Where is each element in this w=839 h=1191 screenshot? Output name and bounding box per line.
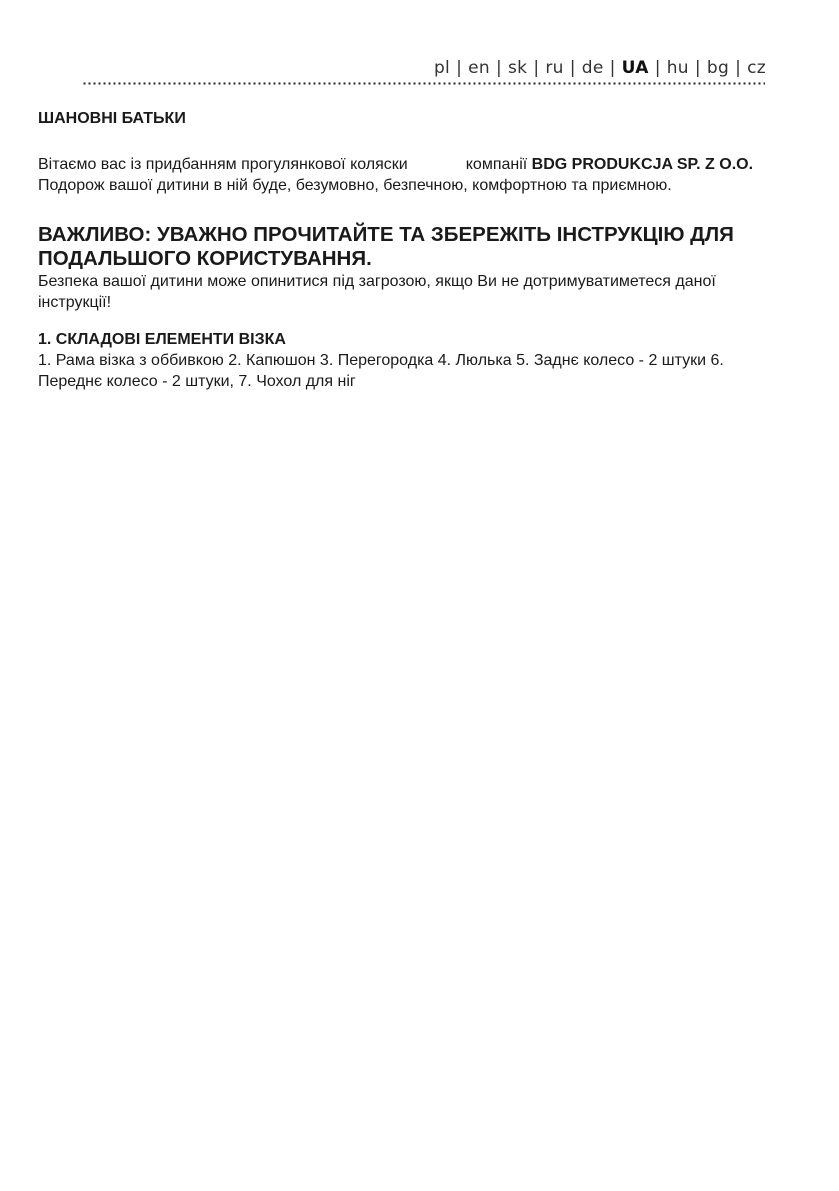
language-switcher <box>434 58 766 78</box>
intro-text-part1: Вітаємо вас із придбанням прогулянкової коляски <box>38 156 408 173</box>
lang-separator: | <box>456 58 463 78</box>
lang-link-sk[interactable]: sk <box>508 58 528 78</box>
lang-link-de[interactable]: de <box>581 58 604 78</box>
lang-link-cz[interactable]: cz <box>747 58 766 78</box>
header-dotted-divider <box>82 82 765 85</box>
lang-separator: | <box>694 58 701 78</box>
lang-link-ua-active[interactable]: UA <box>621 58 649 78</box>
lang-link-en[interactable]: en <box>468 58 490 78</box>
company-name: BDG PRODUKCJA SP. Z O.O. <box>531 156 754 173</box>
lang-link-pl[interactable]: pl <box>433 58 451 78</box>
greeting-heading: ШАНОВНІ БАТЬКИ <box>38 110 186 127</box>
safety-warning-text: Безпека вашої дитини може опинитися під загрозою, якщо Ви не дотримуватиметеся даної інструкції! <box>38 273 716 311</box>
section-components-heading: 1. СКЛАДОВІ ЕЛЕМЕНТИ ВІЗКА <box>38 331 286 348</box>
lang-separator: | <box>609 58 616 78</box>
section-components-text: 1. Рама візка з оббивкою 2. Капюшон 3. Перегородка 4. Люлька 5. Заднє колесо - 2 штуки 6. Переднє колесо - 2 штуки, 7. Чохол для ніг <box>38 352 724 390</box>
lang-separator: | <box>533 58 540 78</box>
intro-text-part2: компанії <box>465 156 528 173</box>
lang-link-hu[interactable]: hu <box>666 58 689 78</box>
important-heading: ВАЖЛИВО: УВАЖНО ПРОЧИТАЙТЕ ТА ЗБЕРЕЖІТЬ ІНСТРУКЦІЮ ДЛЯ ПОДАЛЬШОГО КОРИСТУВАННЯ. <box>38 223 734 270</box>
manual-content <box>38 108 758 392</box>
lang-link-bg[interactable]: bg <box>706 58 730 78</box>
lang-link-ru[interactable]: ru <box>545 58 564 78</box>
lang-separator: | <box>654 58 661 78</box>
lang-separator: | <box>495 58 502 78</box>
lang-separator: | <box>735 58 742 78</box>
intro-text-part3: Подорож вашої дитини в ній буде, безумовно, безпечною, комфортною та приємною. <box>38 177 672 194</box>
lang-separator: | <box>569 58 576 78</box>
intro-paragraph <box>38 154 758 196</box>
